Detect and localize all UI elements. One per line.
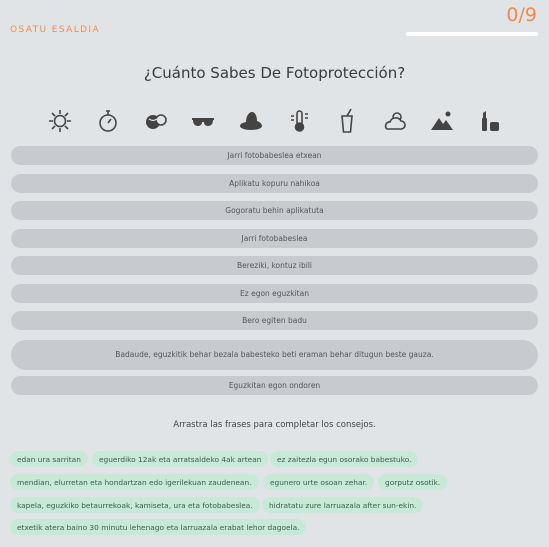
drop-slot[interactable]: Aplikatu kopuru nahikoa [11,174,538,193]
progress-bar [406,32,538,36]
drop-slot[interactable]: Jarri fotobabeslea etxean [11,146,538,165]
hat-icon [236,106,266,136]
instruction-text: Arrastra las frases para completar los consejos. [173,420,376,430]
draggable-phrase[interactable]: ez zaitezla egun osorako babestuko. [270,451,418,467]
drop-slot[interactable]: Jarri fotobabeslea [11,229,538,248]
drop-slot[interactable]: Ez egon eguzkitan [11,284,538,303]
stopwatch-icon [93,106,123,136]
draggable-phrase[interactable]: egunero urte osoan zehar. [263,474,374,490]
drop-slot[interactable]: Badaude, eguzkitik behar bezala babesteko beti eraman behar ditugun beste gauza. [11,340,538,370]
page-title: ¿Cuánto Sabes De Fotoprotección? [143,64,406,82]
thermometer-sun-icon [284,106,314,136]
drink-icon [332,106,362,136]
cloud-sun-icon [379,106,409,136]
draggable-phrase[interactable]: edan ura sarritan [10,451,88,467]
drop-slot[interactable]: Bero egiten badu [11,311,538,330]
exercise-type-label: OSATU ESALDIA [10,25,101,35]
draggable-phrase[interactable]: gorputz osotik. [378,474,447,490]
balls-icon [141,106,171,136]
draggable-phrase[interactable]: mendian, elurretan eta hondartzan edo igerilekuan zaudenean. [10,474,259,490]
progress-counter: 0/9 [506,4,537,26]
draggable-phrase[interactable]: etxetik atera baino 30 minutu lehenago eta larruazala erabat lehor dagoela. [10,519,306,535]
icon-row [45,106,505,136]
sun-icon [45,106,75,136]
cosmetics-icon [475,106,505,136]
draggable-phrase[interactable]: kapela, eguzkiko betaurrekoak, kamiseta, ura eta fotobabeslea. [10,497,260,513]
drop-slot[interactable]: Eguzkitan egon ondoren [11,376,538,395]
drop-slot[interactable]: Gogoratu behin aplikatuta [11,201,538,220]
sunglasses-icon [188,106,218,136]
drop-slot[interactable]: Bereziki, kontuz ibili [11,256,538,275]
draggable-phrase[interactable]: hidratatu zure larruazala after sun-ekin. [262,497,423,513]
draggable-phrase[interactable]: eguerdiko 12ak eta arratsaldeko 4ak artean [92,451,268,467]
mountain-sun-icon [427,106,457,136]
